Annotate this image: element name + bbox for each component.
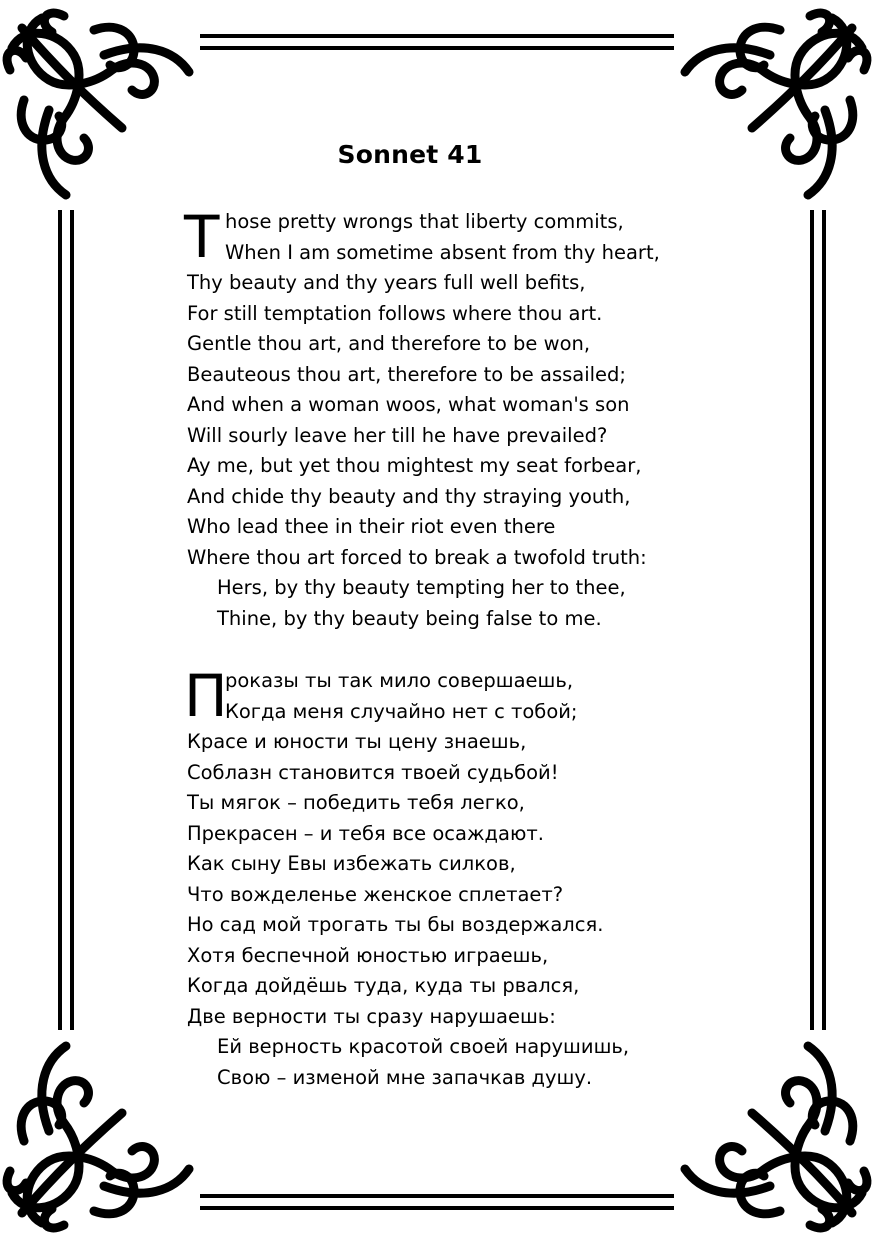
right-rule bbox=[812, 210, 824, 1030]
poem-line: Ты мягок – победить тебя легко, bbox=[187, 791, 525, 814]
poem-line: hose pretty wrongs that liberty commits, bbox=[225, 210, 624, 233]
poem-line: Соблазн становится твоей судьбой! bbox=[187, 760, 559, 784]
poem-line: Will sourly leave her till he have prevailed? bbox=[187, 423, 608, 447]
english-opening bbox=[184, 203, 660, 271]
poem-line: Прекрасен – и тебя все осаждают. bbox=[187, 821, 544, 845]
poem-line: Where thou art forced to break a twofold truth: bbox=[187, 545, 647, 569]
poem-line: For still temptation follows where thou art. bbox=[187, 301, 603, 325]
corner-ornament-bottom-left bbox=[7, 1046, 189, 1228]
couplet-line: Hers, by thy beauty tempting her to thee, bbox=[217, 576, 626, 599]
poem-line: Что вожделенье женское сплетает? bbox=[187, 882, 564, 906]
english-sonnet bbox=[184, 203, 660, 634]
poem-line: Хотя беспечной юностью играешь, bbox=[187, 943, 549, 967]
poem-line: When I am sometime absent from thy heart, bbox=[225, 240, 660, 264]
couplet-line: Ей верность красотой своей нарушишь, bbox=[217, 1035, 630, 1058]
russian-sonnet bbox=[184, 662, 630, 1093]
poem-line: Gentle thou art, and therefore to be won, bbox=[187, 332, 591, 355]
top-rule bbox=[200, 36, 674, 48]
page-title: Sonnet 41 bbox=[337, 140, 483, 169]
russian-opening bbox=[184, 662, 629, 730]
poem-line: Как сыну Евы избежать силков, bbox=[187, 852, 516, 875]
left-rule bbox=[60, 210, 72, 1030]
poem-line: Когда меня случайно нет с тобой; bbox=[225, 699, 578, 723]
poem-line: роказы ты так мило совершаешь, bbox=[225, 669, 574, 692]
corner-ornament-bottom-right bbox=[685, 1046, 867, 1228]
poem-line: Thy beauty and thy years full well befits, bbox=[187, 271, 586, 294]
poem-line: And when a woman woos, what woman's son bbox=[187, 393, 630, 416]
poem-line: Красе и юности ты цену знаешь, bbox=[187, 730, 527, 753]
poem-line: Ay me, but yet thou mightest my seat forbear, bbox=[187, 454, 642, 477]
poem-line: Beauteous thou art, therefore to be assailed; bbox=[187, 362, 626, 386]
bottom-rule bbox=[200, 1196, 674, 1208]
couplet-line: Свою – изменой мне запачкав душу. bbox=[217, 1065, 593, 1089]
poem-line: Но сад мой трогать ты бы воздержался. bbox=[187, 913, 604, 936]
poem-line: And chide thy beauty and thy straying youth, bbox=[187, 484, 631, 508]
poem-line: Когда дойдёшь туда, куда ты рвался, bbox=[187, 974, 580, 997]
poem-line: Две верности ты сразу нарушаешь: bbox=[187, 1004, 556, 1028]
poem-line: Who lead thee in their riot even there bbox=[187, 515, 556, 538]
drop-cap: П bbox=[184, 662, 228, 730]
drop-cap: T bbox=[184, 203, 220, 271]
couplet-line: Thine, by thy beauty being false to me. bbox=[217, 606, 602, 630]
